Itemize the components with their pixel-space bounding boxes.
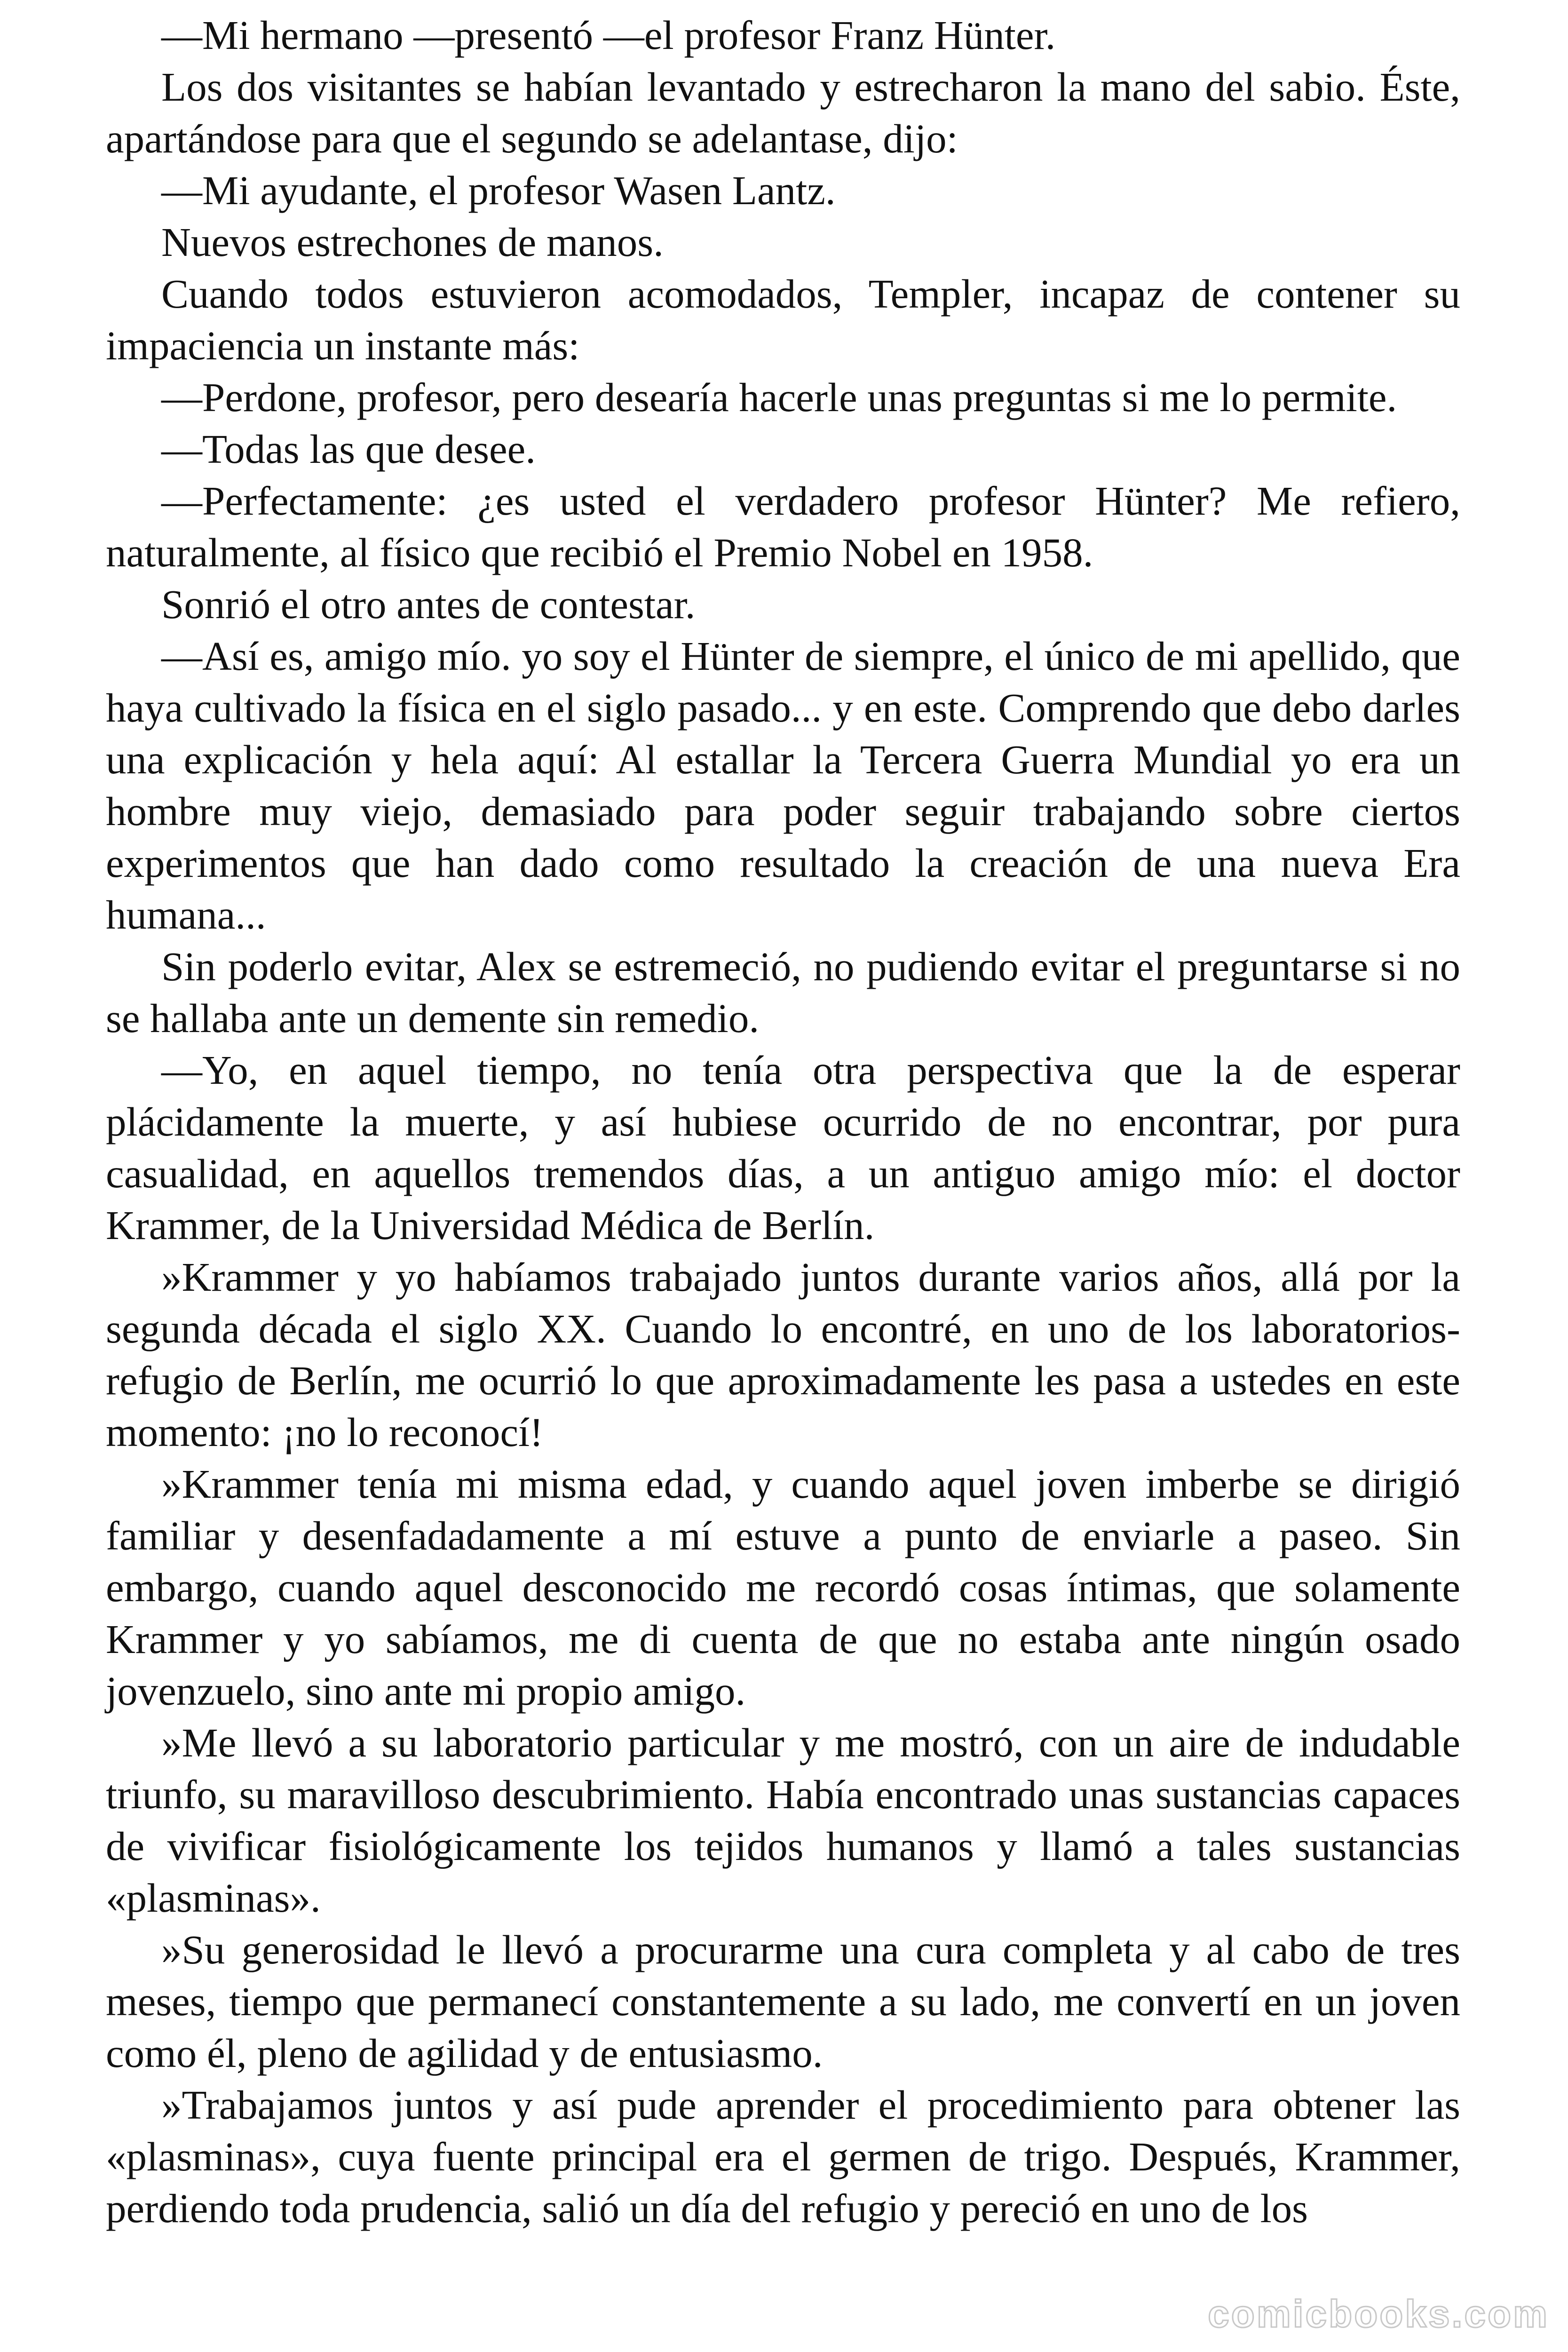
paragraph-1: —Mi hermano —presentó —el profesor Franz Hünter. xyxy=(161,12,1056,58)
paragraph-14: »Krammer tenía mi misma edad, y cuando aquel joven imberbe se dirigió familiar y desenfadadamente a mí estuve a punto de enviarle a paseo. Sin embargo, cuando aquel desconocido me recordó cosas íntimas, que solamente Krammer y yo sabíamos, me di cuenta de que no estaba ante ningún osado jovenzuelo, sino ante mi propio amigo. xyxy=(106,1461,1460,1714)
paragraph-10: —Así es, amigo mío. yo soy el Hünter de siempre, el único de mi apellido, que haya cultivado la física en el siglo pasado... y en este. Comprendo que debo darles una explicación y hela aquí: Al estallar la Tercera Guerra Mundial yo era un hombre muy viejo, demasiado para poder seguir trabajando sobre ciertos experimentos que han dado como resultado la creación de una nueva Era humana... xyxy=(106,633,1460,938)
paragraph-5: Cuando todos estuvieron acomodados, Templer, incapaz de contener su impaciencia un instante más: xyxy=(106,271,1460,368)
paragraph-2: Los dos visitantes se habían levantado y estrecharon la mano del sabio. Éste, apartándose para que el segundo se adelantase, dijo: xyxy=(106,64,1460,161)
watermark-logo: comicbooks.com xyxy=(1208,2293,1549,2336)
paragraph-15: »Me llevó a su laboratorio particular y me mostró, con un aire de indudable triunfo, su maravilloso descubrimiento. Había encontrado unas sustancias capaces de vivificar fisiológicamente los tejidos humanos y llamó a tales sustancias «plasminas». xyxy=(106,1720,1460,1921)
paragraph-8: —Perfectamente: ¿es usted el verdadero profesor Hünter? Me refiero, naturalmente, al físico que recibió el Premio Nobel en 1958. xyxy=(106,478,1460,575)
paragraph-16: »Su generosidad le llevó a procurarme una cura completa y al cabo de tres meses, tiempo que permanecí constantemente a su lado, me convertí en un joven como él, pleno de agilidad y de entusiasmo. xyxy=(106,1927,1460,2076)
paragraph-11: Sin poderlo evitar, Alex se estremeció, no pudiendo evitar el preguntarse si no se hallaba ante un demente sin remedio. xyxy=(106,944,1460,1041)
paragraph-17: »Trabajamos juntos y así pude aprender el procedimiento para obtener las «plasminas», cuya fuente principal era el germen de trigo. Después, Krammer, perdiendo toda prudencia, salió un día del refugio y pereció en uno de los xyxy=(106,2082,1460,2231)
paragraph-12: —Yo, en aquel tiempo, no tenía otra perspectiva que la de esperar plácidamente la muerte, y así hubiese ocurrido de no encontrar, por pura casualidad, en aquellos tremendos días, a un antiguo amigo mío: el doctor Krammer, de la Universidad Médica de Berlín. xyxy=(106,1047,1460,1248)
paragraph-13: »Krammer y yo habíamos trabajado juntos durante varios años, allá por la segunda década el siglo XX. Cuando lo encontré, en uno de los laboratorios-refugio de Berlín, me ocurrió lo que aproximadamente les pasa a ustedes en este momento: ¡no lo reconocí! xyxy=(106,1254,1460,1455)
paragraph-4: Nuevos estrechones de manos. xyxy=(161,219,664,265)
paragraph-6: —Perdone, profesor, pero desearía hacerle unas preguntas si me lo permite. xyxy=(161,374,1397,420)
paragraph-3: —Mi ayudante, el profesor Wasen Lantz. xyxy=(161,167,836,213)
body-text xyxy=(106,9,1460,2234)
paragraph-9: Sonrió el otro antes de contestar. xyxy=(161,581,696,627)
paragraph-7: —Todas las que desee. xyxy=(161,426,536,472)
